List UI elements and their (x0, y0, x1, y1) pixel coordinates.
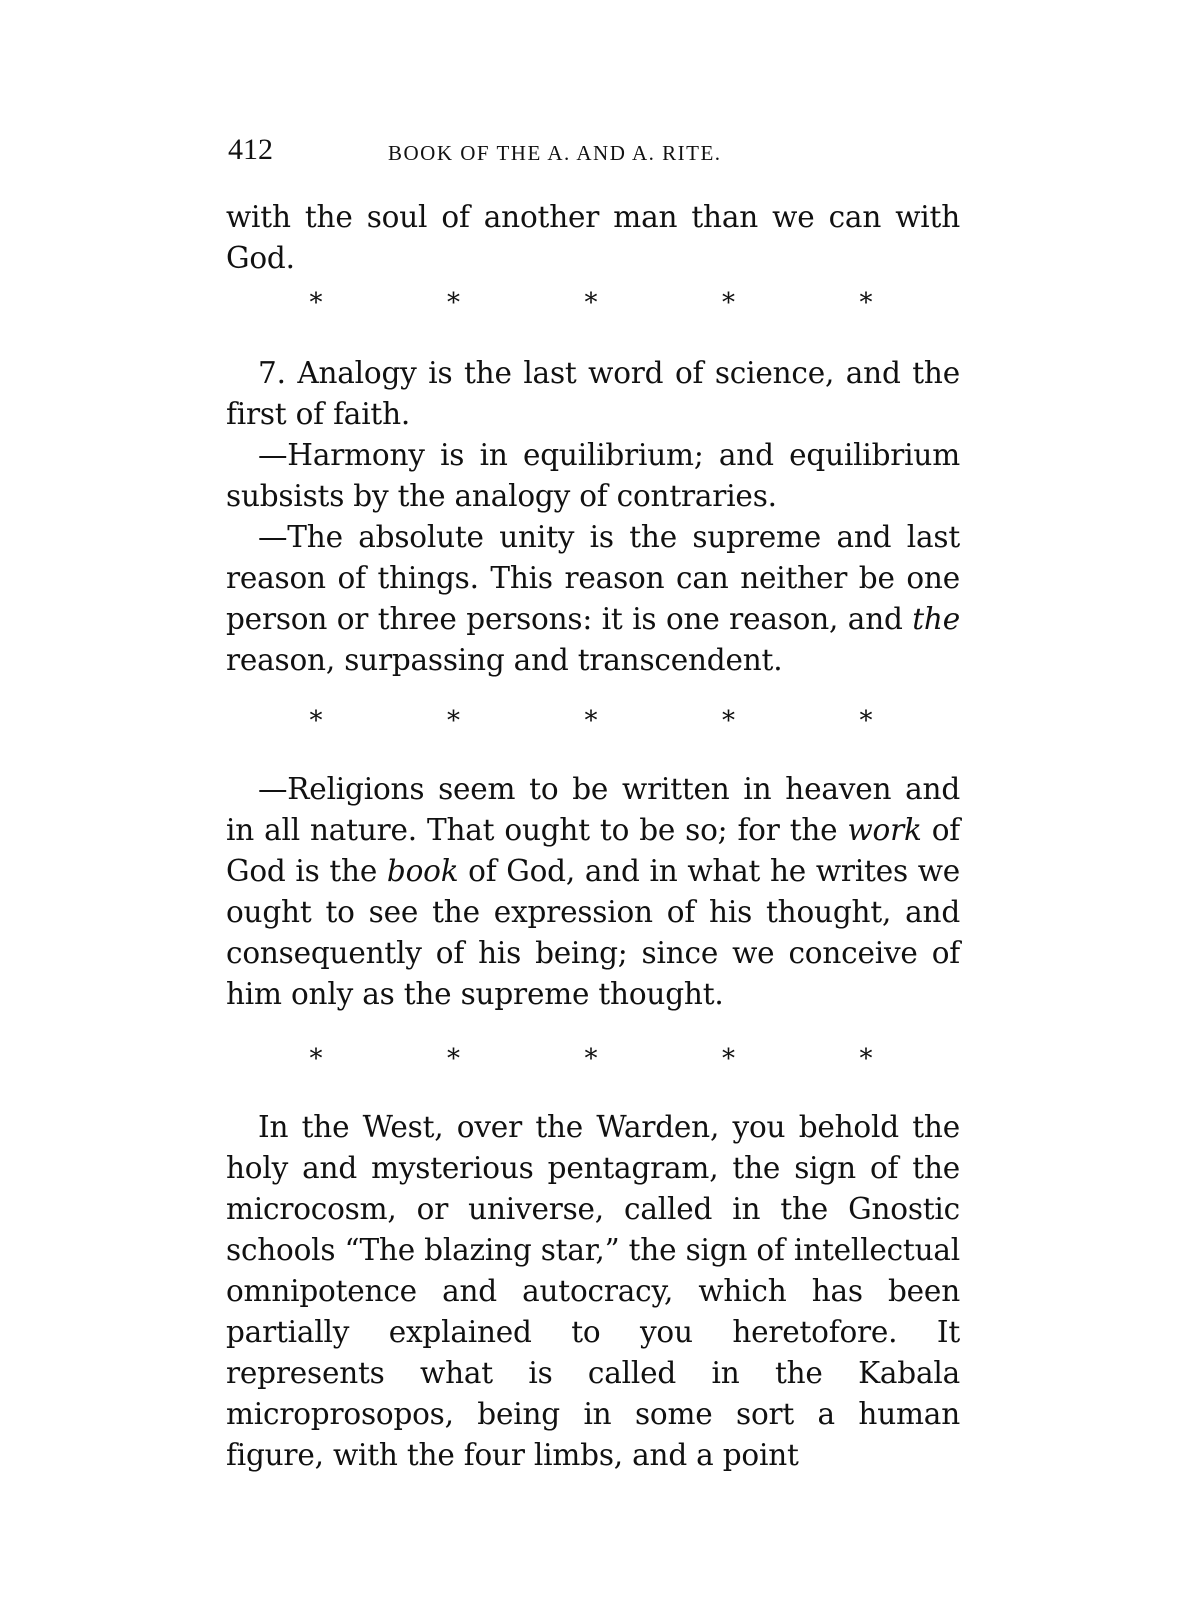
separator-stars (226, 701, 960, 741)
star: * (859, 706, 873, 736)
star: * (584, 1044, 598, 1074)
star: * (722, 706, 735, 736)
star: * (722, 1044, 735, 1074)
running-head: BOOK OF THE A. AND A. RITE. (388, 141, 722, 165)
star: * (859, 288, 873, 318)
text-run: —Religions seem to be written in heaven and in all nature. That ought to be so; for the (226, 772, 960, 847)
star: * (722, 288, 735, 318)
text-run: —The absolute unity is the supreme and last reason of things. This reason can neither be one person or three persons: it is one reason, and (226, 520, 960, 636)
text-run: reason, surpassing and transcendent. (226, 643, 783, 677)
star: * (859, 1044, 873, 1074)
separator-stars (226, 1039, 960, 1079)
body-text (226, 197, 960, 1476)
page-header (228, 130, 958, 174)
star: * (447, 706, 460, 736)
star: * (309, 288, 323, 318)
text-run: of God is the (226, 813, 960, 888)
star: * (584, 706, 598, 736)
star: * (309, 706, 323, 736)
separator-stars (226, 283, 960, 323)
page-number: 412 (228, 133, 273, 166)
paragraph-religions (226, 769, 960, 1015)
paragraph-pentagram: In the West, over the Warden, you behold the holy and mysterious pentagram, the sign of the microcosm, or universe, called in the Gnostic schools “The blazing star,” the sign of intellectual omnipotence and autocracy, which has been partially explained to you heretofore. It represents what is called in the Kabala microprosopos, being in some sort a human figure, with the four limbs, and a point (226, 1110, 960, 1472)
text-run: of God, and in what he writes we ought to see the expression of his thought, and consequently of his being; since we conceive of him only as the supreme thought. (226, 854, 961, 1011)
star: * (584, 288, 598, 318)
paragraph-unity (226, 517, 960, 681)
star: * (447, 1044, 460, 1074)
star: * (447, 288, 460, 318)
paragraph-analogy: 7. Analogy is the last word of science, and the first of faith. (226, 356, 960, 431)
italic-word: work (847, 813, 922, 847)
italic-word: the (912, 602, 960, 636)
paragraph-continuation: with the soul of another man than we can with God. (226, 200, 960, 275)
star: * (309, 1044, 323, 1074)
italic-word: book (386, 854, 459, 888)
paragraph-harmony: —Harmony is in equilibrium; and equilibrium subsists by the analogy of contraries. (226, 438, 960, 513)
